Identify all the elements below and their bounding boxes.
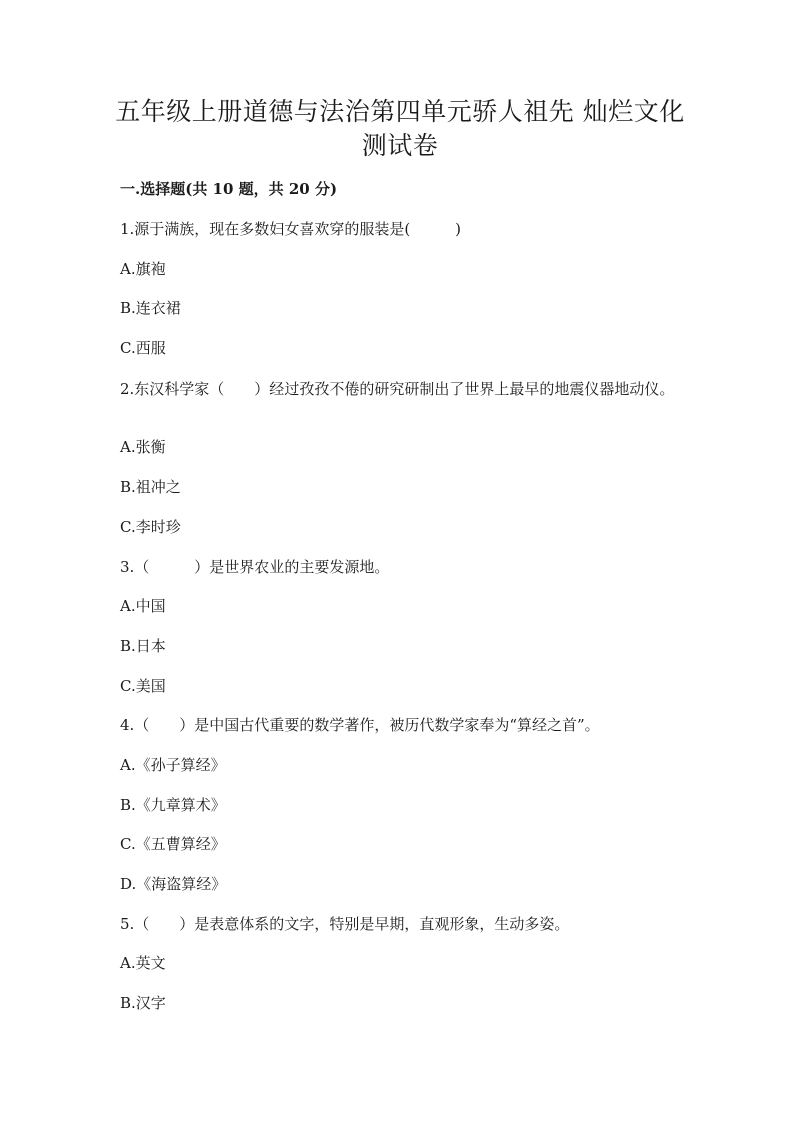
question-5-option-b[interactable]: B.汉字 <box>120 994 166 1012</box>
question-1-option-c[interactable]: C.西服 <box>120 339 166 357</box>
question-4-option-b[interactable]: B.《九章算术》 <box>120 796 226 814</box>
question-2-option-c[interactable]: C.李时珍 <box>120 518 181 536</box>
exam-title-line-1: 五年级上册道德与法治第四单元骄人祖先 灿烂文化 <box>115 97 685 126</box>
question-1-option-a[interactable]: A.旗袍 <box>120 260 166 278</box>
section-heading: 一.选择题(共 10 题，共 20 分) <box>120 180 338 198</box>
question-2-option-b[interactable]: B.祖冲之 <box>120 478 181 496</box>
question-5-stem: 5.（ ）是表意体系的文字，特别是早期，直观形象，生动多姿。 <box>120 915 570 933</box>
exam-title-line-2: 测试卷 <box>361 131 439 160</box>
question-1-stem: 1.源于满族，现在多数妇女喜欢穿的服装是( ) <box>120 220 462 238</box>
question-2-option-a[interactable]: A.张衡 <box>120 438 166 456</box>
question-4-option-c[interactable]: C.《五曹算经》 <box>120 835 226 853</box>
question-4-option-a[interactable]: A.《孙子算经》 <box>120 756 226 774</box>
question-5-option-a[interactable]: A.英文 <box>120 954 166 972</box>
question-3-option-b[interactable]: B.日本 <box>120 637 166 655</box>
question-3-option-a[interactable]: A.中国 <box>120 597 166 615</box>
question-1-option-b[interactable]: B.连衣裙 <box>120 299 181 317</box>
question-3-option-c[interactable]: C.美国 <box>120 677 166 695</box>
question-3-stem: 3.（ ）是世界农业的主要发源地。 <box>120 558 390 576</box>
question-4-stem: 4.（ ）是中国古代重要的数学著作，被历代数学家奉为“算经之首”。 <box>120 716 600 734</box>
question-4-option-d[interactable]: D.《海盗算经》 <box>120 875 227 893</box>
question-2-stem: 2.东汉科学家（ ）经过孜孜不倦的研究研制出了世界上最早的地震仪器地动仪。 <box>120 380 675 398</box>
